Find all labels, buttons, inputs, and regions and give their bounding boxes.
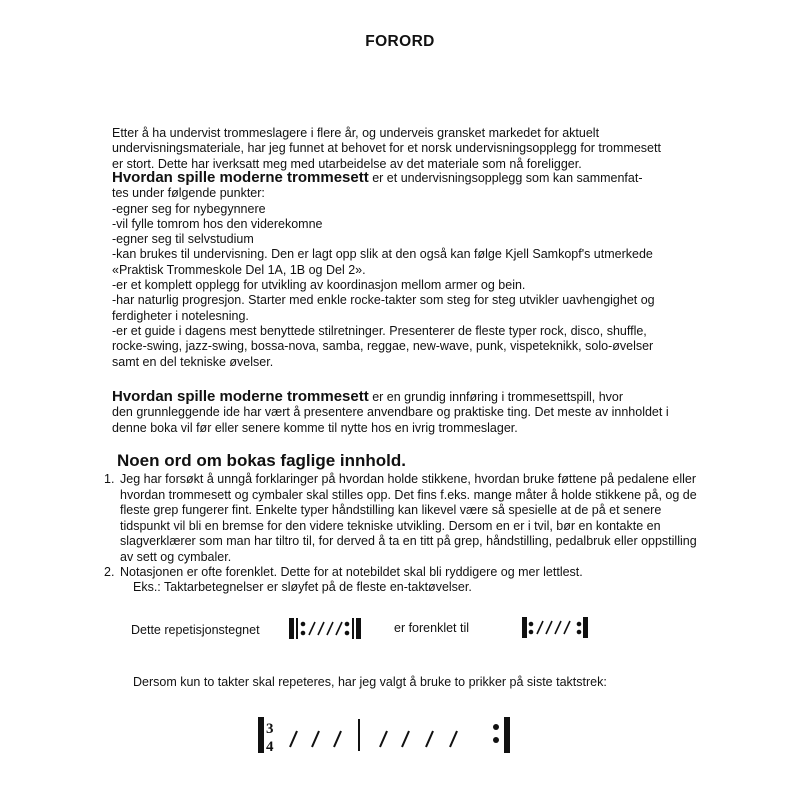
time-signature-bottom: 4 — [266, 739, 274, 755]
two-bar-repeat-icon — [254, 713, 526, 759]
repeat-label-1: Dette repetisjonstegnet — [131, 623, 260, 637]
time-signature-top: 3 — [266, 721, 274, 737]
numbered-list — [104, 472, 698, 581]
page-title: FORORD — [365, 33, 435, 50]
list-item-number: 1. — [104, 472, 115, 486]
repeat-label-2: er forenklet til — [394, 621, 470, 635]
features-paragraph — [112, 170, 702, 370]
list-item-text: Notasjonen er ofte forenklet. Dette for at notebildet skal bli ryddigere og mer lettlest. — [120, 565, 583, 579]
two-bar-note: Dersom kun to takter skal repeteres, har jeg valgt å bruke to prikker på siste taktstrek: — [133, 675, 607, 689]
features-line: -vil fylle tomrom hos den viderekomne — [112, 216, 323, 231]
second-paragraph — [112, 389, 702, 436]
features-line: -egner seg til selvstudium — [112, 232, 254, 247]
features-line: samt en del tekniske øvelser. — [112, 354, 274, 369]
simplified-repeat-sign-icon — [516, 614, 596, 642]
features-line: -har naturlig progresjon. Starter med enkle rocke-takter som steg for steg utvikler uavhengighet og — [112, 293, 655, 308]
intro-line: undervisningsmateriale, har jeg funnet at behovet for et norsk undervisningsopplegg for trommesett — [112, 141, 661, 156]
features-line: -er et guide i dagens mest benyttede stilretninger. Presenterer de fleste typer rock, disco, shuffle, — [112, 323, 647, 338]
intro-line: er stort. Dette har iverksatt meg med utarbeidelse av det materiale som nå foreligger. — [112, 156, 582, 171]
second-line: den grunnleggende ide har vært å presentere anvendbare og praktiske ting. Det meste av innholdet i — [112, 405, 669, 420]
features-line: -kan brukes til undervisning. Den er lagt opp slik at den også kan følge Kjell Samkopf's utmerkede — [112, 247, 653, 262]
second-lead-rest: er en grundig innføring i trommesettspill, hvor — [368, 390, 624, 404]
repeat-sign-example — [131, 614, 651, 644]
features-line: ferdigheter i notelesning. — [112, 308, 249, 323]
second-line: denne boka vil før eller senere komme til nytte hos en ivrig trommeslager. — [112, 420, 518, 435]
intro-paragraph — [112, 126, 702, 172]
list-item — [104, 565, 698, 581]
list-item — [104, 472, 698, 565]
features-first-line — [112, 170, 702, 186]
list-item-number: 2. — [104, 565, 115, 579]
features-line: rocke-swing, jazz-swing, bossa-nova, samba, reggae, new-wave, punk, vispeteknikk, solo-øvelser — [112, 339, 654, 354]
features-line: «Praktisk Trommeskole Del 1A, 1B og Del 2». — [112, 262, 366, 277]
list-item-text: Jeg har forsøkt å unngå forklaringer på hvordan holde stikkene, hvordan bruke føttene på pedalene eller hvordan trommesett og cymbaler skal stilles opp. Det fins f.eks. mange måter å holde stikkene på, og de fleste grep fungerer fint. Enkelte typer håndstilling kan likevel være så spesielle at de på et senere tidspunkt vil bli en bremse for den videre tekniske utvikling. Dersom en er i tvil, bør en kontakte en slagverklærer som man har tiltro til, for derved å ta en titt på grep, håndstilling, pedalbruk eller oppstilling av sett og cymbaler. — [120, 472, 697, 564]
features-line: -egner seg for nybegynnere — [112, 201, 266, 216]
features-lead-rest: er et undervisningsopplegg som kan sammenfat- — [368, 171, 643, 185]
book-title-bold: Hvordan spille moderne trommesett — [112, 388, 369, 405]
example-line: Eks.: Taktarbetegnelser er sløyfet på de fleste en-taktøvelser. — [133, 580, 472, 594]
book-title-bold: Hvordan spille moderne trommesett — [112, 169, 369, 186]
features-line: tes under følgende punkter: — [112, 186, 265, 201]
intro-line: Etter å ha undervist trommeslagere i flere år, og underveis gransket markedet for aktuelt — [112, 126, 600, 140]
full-repeat-sign-icon — [283, 614, 373, 642]
section-heading: Noen ord om bokas faglige innhold. — [117, 451, 407, 470]
features-line: -er et komplett opplegg for utvikling av koordinasjon mellom armer og bein. — [112, 278, 526, 293]
